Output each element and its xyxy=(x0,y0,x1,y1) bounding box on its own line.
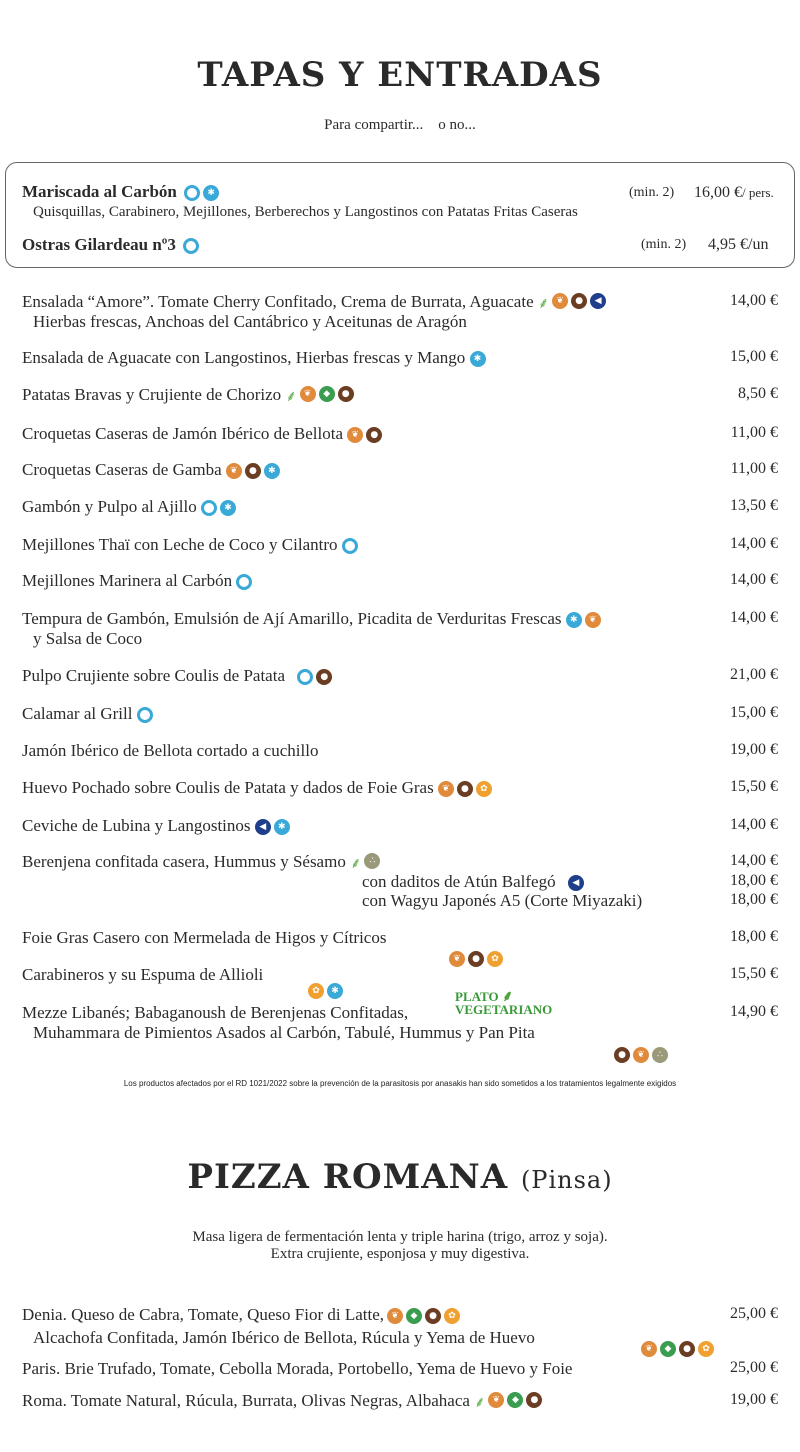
milk-icon: ◆ xyxy=(660,1341,676,1357)
pizza-title: PIZZA ROMANA (Pinsa) xyxy=(187,1157,613,1197)
crustacean-icon: ✱ xyxy=(220,500,236,516)
menu-item-variant: con daditos de Atún Balfegó ◀ xyxy=(362,872,584,892)
menu-item-price: 14,90 € xyxy=(730,1003,778,1020)
egg-icon: ● xyxy=(679,1341,695,1357)
item-price: 4,95 €/un xyxy=(708,236,769,253)
menu-item-description: Alcachofa Confitada, Jamón Ibérico de Bellota, Rúcula y Yema de Huevo xyxy=(33,1328,535,1347)
mustard-icon: ✿ xyxy=(487,951,503,967)
allergen-icons xyxy=(641,1341,714,1357)
mustard-icon: ✿ xyxy=(698,1341,714,1357)
milk-icon: ◆ xyxy=(507,1392,523,1408)
egg-icon: ● xyxy=(338,386,354,402)
milk-icon: ◆ xyxy=(319,386,335,402)
item-description: Quisquillas, Carabinero, Mejillones, Berberechos y Langostinos con Patatas Fritas Caseras xyxy=(33,204,578,220)
menu-item-price: 25,00 € xyxy=(730,1305,778,1322)
crustacean-icon: ✱ xyxy=(203,185,219,201)
menu-item-name: Paris. Brie Trufado, Tomate, Cebolla Morada, Portobello, Yema de Huevo y Foie xyxy=(22,1359,573,1378)
gluten-icon: ❦ xyxy=(585,612,601,628)
menu-item-price: 14,00 € xyxy=(730,852,778,869)
menu-item-name: Calamar al Grill xyxy=(22,704,153,724)
egg-icon: ● xyxy=(316,669,332,685)
egg-icon: ● xyxy=(614,1047,630,1063)
gluten-icon: ❦ xyxy=(347,427,363,443)
menu-item-name: Carabineros y su Espuma de Allioli xyxy=(22,965,264,984)
tapas-subtitle: Para compartir... o no... xyxy=(324,117,476,133)
egg-icon: ● xyxy=(245,463,261,479)
mollusc-icon xyxy=(236,574,252,590)
legal-note: Los productos afectados por el RD 1021/2022 sobre la prevención de la parasitosis por anasakis han sido sometidos a los tratamientos legalmente exigidos xyxy=(123,1079,677,1088)
egg-icon: ● xyxy=(366,427,382,443)
menu-item-name: Roma. Tomate Natural, Rúcula, Burrata, Olivas Negras, Albahaca ⸙ ❦ ◆ ● xyxy=(22,1391,542,1412)
menu-item-name: Ensalada de Aguacate con Langostinos, Hierbas frescas y Mango ✱ xyxy=(22,348,486,368)
gluten-icon: ❦ xyxy=(552,293,568,309)
menu-item-variant: con Wagyu Japonés A5 (Corte Miyazaki) xyxy=(362,891,643,910)
menu-item-name: Croquetas Caseras de Gamba ❦ ● ✱ xyxy=(22,460,280,480)
menu-item-price: 25,00 € xyxy=(730,1359,778,1376)
mustard-icon: ✿ xyxy=(444,1308,460,1324)
sprout-icon: ⸙ xyxy=(501,987,514,1005)
menu-item-name: Tempura de Gambón, Emulsión de Ají Amarillo, Picadita de Verduritas Frescas ✱ ❦ xyxy=(22,609,601,629)
mollusc-icon xyxy=(184,185,200,201)
menu-item-price: 14,00 € xyxy=(730,535,778,552)
menu-item-price: 15,00 € xyxy=(730,704,778,721)
menu-item-price: 19,00 € xyxy=(730,741,778,758)
fish-icon: ◀ xyxy=(255,819,271,835)
menu-item-price: 15,50 € xyxy=(730,778,778,795)
gluten-icon: ❦ xyxy=(488,1392,504,1408)
gluten-icon: ❦ xyxy=(387,1308,403,1324)
allergen-icons xyxy=(308,983,343,999)
mollusc-icon xyxy=(183,238,199,254)
crustacean-icon: ✱ xyxy=(327,983,343,999)
allergen-icons xyxy=(614,1047,668,1063)
menu-item-name: Jamón Ibérico de Bellota cortado a cuchillo xyxy=(22,741,319,760)
egg-icon: ● xyxy=(468,951,484,967)
milk-icon: ◆ xyxy=(406,1308,422,1324)
menu-item-description: Hierbas frescas, Anchoas del Cantábrico y Aceitunas de Aragón xyxy=(33,312,467,331)
item-name: Mariscada al Carbón ✱ xyxy=(22,182,219,202)
fish-icon: ◀ xyxy=(568,875,584,891)
menu-item-price: 14,00 € xyxy=(730,816,778,833)
gluten-icon: ❦ xyxy=(449,951,465,967)
gluten-icon: ❦ xyxy=(226,463,242,479)
menu-item-price: 8,50 € xyxy=(738,385,778,402)
mollusc-icon xyxy=(201,500,217,516)
menu-item-name: Ensalada “Amore”. Tomate Cherry Confitado, Crema de Burrata, Aguacate ⸙ ❦ ● ◀ xyxy=(22,292,606,313)
sesame-icon: ∴ xyxy=(364,853,380,869)
sprout-icon: ⸙ xyxy=(537,294,550,313)
crustacean-icon: ✱ xyxy=(470,351,486,367)
menu-item-price: 21,00 € xyxy=(730,666,778,683)
sesame-icon: ∴ xyxy=(652,1047,668,1063)
menu-item-name: Denia. Queso de Cabra, Tomate, Queso Fior di Latte, ❦ ◆ ● ✿ xyxy=(22,1305,460,1325)
menu-item-price: 14,00 € xyxy=(730,571,778,588)
allergen-icons xyxy=(449,951,503,967)
menu-item-name: Pulpo Crujiente sobre Coulis de Patata ● xyxy=(22,666,332,686)
mustard-icon: ✿ xyxy=(476,781,492,797)
crustacean-icon: ✱ xyxy=(566,612,582,628)
gluten-icon: ❦ xyxy=(300,386,316,402)
egg-icon: ● xyxy=(425,1308,441,1324)
item-price: 16,00 €/ pers. xyxy=(694,184,774,201)
mollusc-icon xyxy=(137,707,153,723)
menu-item-variant-price: 18,00 € xyxy=(730,891,778,908)
item-min: (min. 2) xyxy=(629,185,675,200)
egg-icon: ● xyxy=(457,781,473,797)
fish-icon: ◀ xyxy=(590,293,606,309)
menu-item-price: 11,00 € xyxy=(730,460,778,477)
gluten-icon: ❦ xyxy=(641,1341,657,1357)
menu-item-price: 14,00 € xyxy=(730,609,778,626)
mollusc-icon xyxy=(297,669,313,685)
menu-item-price: 13,50 € xyxy=(730,497,778,514)
menu-item-price: 14,00 € xyxy=(730,292,778,309)
sprout-icon: ⸙ xyxy=(474,1393,486,1412)
menu-item-name: Huevo Pochado sobre Coulis de Patata y dados de Foie Gras ❦ ● ✿ xyxy=(22,778,492,798)
menu-item-price: 19,00 € xyxy=(730,1391,778,1408)
menu-item-price: 15,50 € xyxy=(730,965,778,982)
menu-item-name: Foie Gras Casero con Mermelada de Higos y Cítricos xyxy=(22,928,387,947)
pizza-intro-line2: Extra crujiente, esponjosa y muy digestiva. xyxy=(270,1246,530,1262)
tapas-title: TAPAS Y ENTRADAS xyxy=(197,55,603,95)
mollusc-icon xyxy=(342,538,358,554)
egg-icon: ● xyxy=(526,1392,542,1408)
menu-item-price: 15,00 € xyxy=(730,348,778,365)
item-name: Ostras Gilardeau nº3 xyxy=(22,235,199,255)
menu-item-name: Mezze Libanés; Babaganoush de Berenjenas Confitadas, xyxy=(22,1003,409,1022)
pizza-intro-line1: Masa ligera de fermentación lenta y triple harina (trigo, arroz y soja). xyxy=(192,1229,608,1245)
gluten-icon: ❦ xyxy=(438,781,454,797)
menu-item-price: 11,00 € xyxy=(730,424,778,441)
menu-item-name: Croquetas Caseras de Jamón Ibérico de Bellota ❦ ● xyxy=(22,424,382,444)
crustacean-icon: ✱ xyxy=(274,819,290,835)
menu-item-name: Patatas Bravas y Crujiente de Chorizo ⸙ ❦ ◆ ● xyxy=(22,385,354,406)
menu-item-variant-price: 18,00 € xyxy=(730,872,778,889)
item-min: (min. 2) xyxy=(641,237,687,252)
menu-item-name: Berenjena confitada casera, Hummus y Sésamo ⸙ ∴ xyxy=(22,852,380,873)
menu-item-name: Mejillones Thaï con Leche de Coco y Cilantro xyxy=(22,535,358,555)
crustacean-icon: ✱ xyxy=(264,463,280,479)
gluten-icon: ❦ xyxy=(633,1047,649,1063)
menu-item-description: Muhammara de Pimientos Asados al Carbón, Tabulé, Hummus y Pan Pita xyxy=(33,1023,535,1042)
sprout-icon: ⸙ xyxy=(350,854,362,873)
menu-item-price: 18,00 € xyxy=(730,928,778,945)
vegetarian-tag: PLATO ⸙ VEGETARIANO xyxy=(455,987,553,1017)
sprout-icon: ⸙ xyxy=(285,387,297,406)
egg-icon: ● xyxy=(571,293,587,309)
menu-item-name: Ceviche de Lubina y Langostinos ◀ ✱ xyxy=(22,816,290,836)
menu-item-name: Gambón y Pulpo al Ajillo ✱ xyxy=(22,497,236,517)
menu-item-name: Mejillones Marinera al Carbón xyxy=(22,571,252,591)
mustard-icon: ✿ xyxy=(308,983,324,999)
menu-item-description: y Salsa de Coco xyxy=(33,629,143,648)
